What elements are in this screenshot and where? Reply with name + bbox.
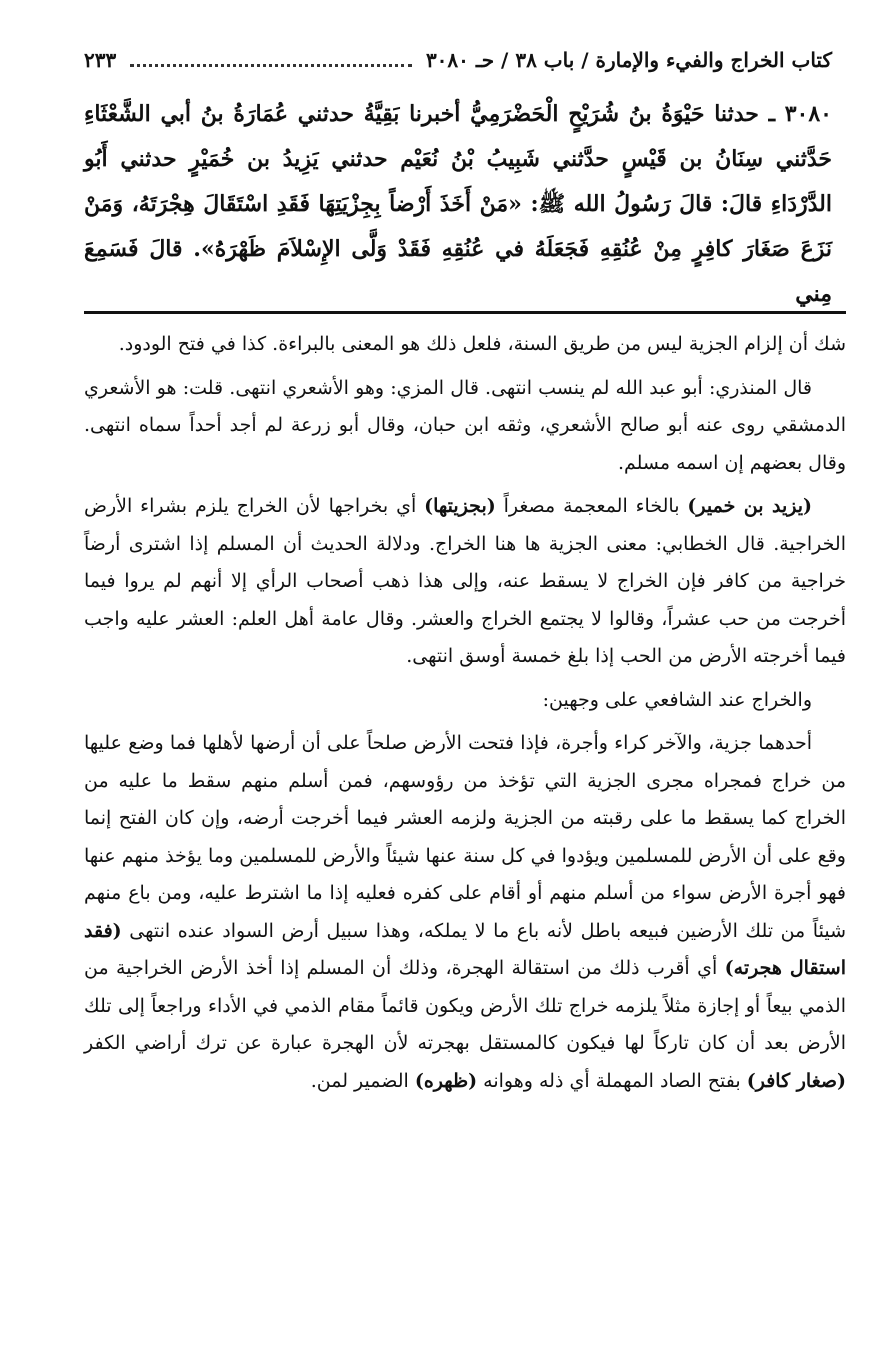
leader-dots xyxy=(130,54,412,67)
commentary-block xyxy=(84,326,846,1106)
commentary-paragraph-4: والخراج عند الشافعي على وجهين: xyxy=(542,688,812,711)
term-yazid-bin-khumayr: (يزيد بن خمير) xyxy=(687,495,813,517)
commentary-paragraph-1: شك أن إلزام الجزية ليس من طريق السنة، فلعل ذلك هو المعنى بالبراءة. كذا في فتح الودود. xyxy=(118,333,846,355)
commentary-paragraph-5 xyxy=(84,725,846,1100)
term-bijizyatiha: (بجزيتها) xyxy=(424,495,496,517)
hadith-number: ٣٠٨٠ ـ xyxy=(768,101,832,127)
running-header xyxy=(84,42,832,78)
commentary-text: أي بخراجها لأن الخراج يلزم بشراء الأرض الخراجية. قال الخطابي: معنى الجزية ها هنا الخراج. ودلالة الحديث أن المسلم إذا اشترى أرضاً خراجية من كافر فإن الخراج لا يسقط عنه، وإلى هذا ذهب أصحاب الرأي إلا أنهم لم يروا فيما أخرجت من حب عشراً، وقالوا لا يجتمع الخراج والعشر. وقال عامة أهل العلم: العشر عليه واجب فيما أخرجته الأرض من الحب إذا بلغ خمسة أوسق انتهى. xyxy=(84,495,846,667)
commentary-paragraph-3 xyxy=(84,488,846,676)
commentary-text: أحدهما جزية، والآخر كراء وأجرة، فإذا فتحت الأرض صلحاً على أن أرضها لأهلها فما وضع عليها من خراج فمجراه مجرى الجزية التي تؤخذ من رؤوسهم، فمن أسلم منهم سقط ما عليه من الخراج كما يسقط ما على رقبته من الجزية ولزمه العشر فيما أخرجت أرضه، وإن كان الفتح إنما وقع على أن الأرض للمسلمين ويؤدوا في كل سنة عنها شيئاً والأرض للمسلمين وما يؤخذ منهم عنها فهو أجرة الأرض سواء من أسلم منهم أو أقام على كفره فعليه إذا ما اشترط عليه، ومن باع منهم شيئاً من تلك الأرضين فبيعه باطل لأنه باع ما لا يملكه، وهذا سبيل أرض السواد عنده انتهى xyxy=(84,732,846,942)
term-zahrahu: (ظهره) xyxy=(414,1069,478,1092)
page-number: ٢٣٣ xyxy=(84,48,117,72)
commentary-text: بالخاء المعجمة مصغراً xyxy=(495,495,688,517)
hadith-body: حدثنا حَيْوَةُ بنُ شُرَيْحٍ الْحَضْرَمِيُّ أخبرنا بَقِيَّةُ حدثني عُمَارَةُ بنُ أبي الشَّعْثَاءِ حَدَّثني سِنَانُ بن قَيْسٍ حدَّثني شَبِيبُ بْنُ نُعَيْم حدثني يَزِيدُ بن خُمَيْرٍ حدثني أَبُو الدَّرْدَاءِ قالَ: قالَ رَسُولُ الله ﷺ: «مَنْ أَخَذَ أَرْضاً بِجِزْيَتِهَا فَقَدِ اسْتَقَالَ هِجْرَتَهُ، وَمَنْ نَزَعَ صَغَارَ كافِرٍ مِنْ عُنُقِهِ فَجَعَلَهُ في عُنُقِهِ فَقَدْ وَلَّى الإِسْلاَمَ ظَهْرَهُ». قالَ فَسَمِعَ مِني xyxy=(84,101,832,307)
footnote-separator xyxy=(84,311,846,314)
term-faqad-istaqal-hijratahu: (فقد استقال هجرته) xyxy=(84,919,847,979)
commentary-text: الضمير لمن. xyxy=(310,1069,415,1092)
term-sighar-kafir: (صغار كافر) xyxy=(746,1069,846,1092)
commentary-text: أي أقرب ذلك من استقالة الهجرة، وذلك أن المسلم إذا أخذ الأرض الخراجية من الذمي بيعاً أو إجازة مثلاً يلزمه خراج تلك الأرض ويكون قائماً مقام الذمي في الأداء وراجعاً إلى تلك الأرض بعد أن كان تاركاً لها فيكون كالمستقل بهجرته لأن الهجرة عبارة عن ترك أراضي الكفر xyxy=(84,957,846,1054)
running-title: كتاب الخراج والفيء والإمارة / باب ٣٨ / حـ ٣٠٨٠ xyxy=(425,48,832,72)
hadith-text-block xyxy=(84,92,832,317)
hadith-paragraph xyxy=(84,92,832,317)
commentary-paragraph-2: قال المنذري: أبو عبد الله لم ينسب انتهى. قال المزي: وهو الأشعري انتهى. قلت: هو الأشعري الدمشقي روى عنه أبو صالح الأشعري، وثقه ابن حبان، وقال أبو زرعة لم أجد أحداً سماه انتهى. وقال بعضهم إن اسمه مسلم. xyxy=(84,376,846,474)
commentary-text: بفتح الصاد المهملة أي ذله وهوانه xyxy=(477,1069,747,1092)
